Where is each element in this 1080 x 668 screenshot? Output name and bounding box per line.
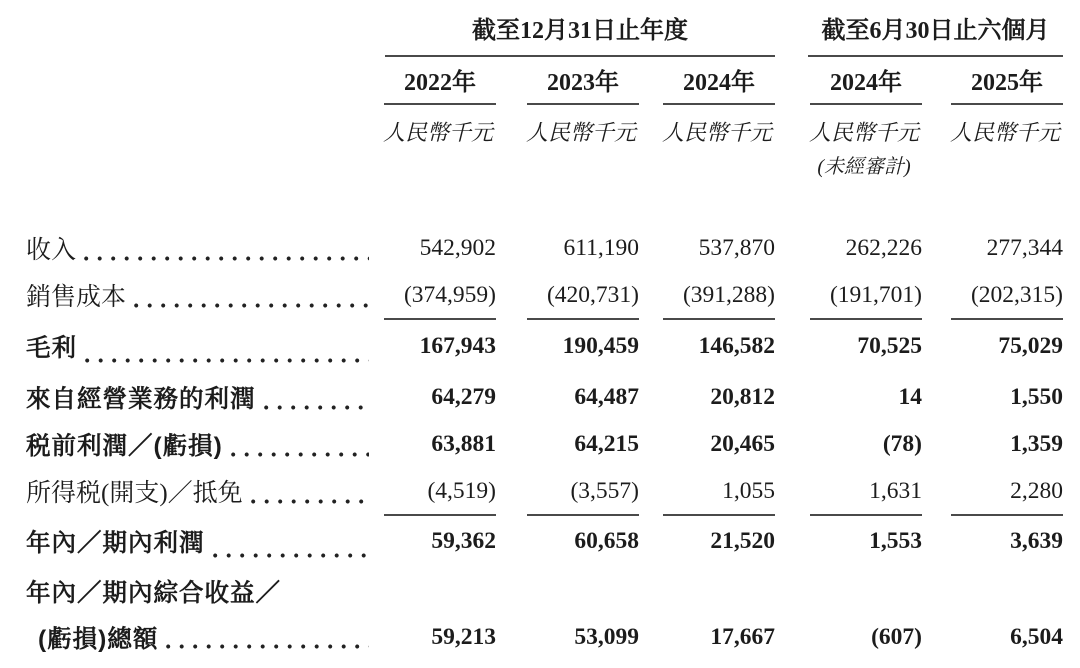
table-row	[26, 571, 1080, 617]
row-label: 所得税(開支)／抵免	[26, 480, 243, 507]
value-cell	[922, 423, 1063, 470]
header-spacer	[26, 154, 379, 184]
column-note-label-cell	[922, 154, 1063, 184]
value-cell	[775, 571, 922, 617]
value: 2,280	[951, 478, 1063, 516]
dot-leader	[231, 423, 369, 470]
value: 1,631	[810, 478, 922, 516]
value-cell	[496, 227, 639, 274]
value: 611,190	[563, 235, 639, 261]
column-unit-label: 人民幣千元	[808, 120, 919, 145]
table-row	[26, 321, 1080, 376]
row-label-cell	[26, 274, 379, 321]
table-row	[26, 517, 1080, 571]
value-cell	[775, 423, 922, 470]
value: (202,315)	[951, 282, 1063, 320]
column-unit-label-cell	[379, 119, 496, 146]
value-cell	[379, 376, 496, 423]
col-group-interim	[775, 16, 1063, 57]
value: (3,557)	[527, 478, 639, 516]
value: 17,667	[710, 624, 775, 650]
value-cell	[639, 423, 775, 470]
column-year-label-cell	[639, 70, 775, 105]
value: 6,504	[1010, 624, 1063, 650]
row-label: 來自經營業務的利潤	[26, 386, 256, 413]
value-cell	[639, 470, 775, 517]
col-group-interim-title: 截至6月30日止六個月	[808, 16, 1063, 57]
value: 14	[898, 384, 922, 410]
column-unit-label: 人民幣千元	[382, 120, 493, 145]
value: 262,226	[845, 235, 922, 261]
value-cell	[379, 423, 496, 470]
value: 1,553	[869, 528, 922, 554]
value: (420,731)	[527, 282, 639, 320]
value-cell	[496, 470, 639, 517]
header-group-row	[26, 0, 1080, 57]
value: 1,550	[1010, 384, 1063, 410]
value: 64,487	[574, 384, 639, 410]
value-cell	[496, 423, 639, 470]
value-cell	[639, 227, 775, 274]
row-label: 毛利	[26, 335, 77, 362]
column-unit-label-cell	[922, 119, 1063, 146]
row-label: 税前利潤／(虧損)	[26, 433, 223, 460]
table-row	[26, 274, 1080, 321]
value: 75,029	[998, 333, 1063, 359]
value-cell	[496, 517, 639, 571]
value-cell	[922, 376, 1063, 423]
value: 542,902	[419, 235, 496, 261]
header-note-row	[26, 154, 1080, 184]
value-cell	[379, 274, 496, 321]
dot-leader	[84, 227, 369, 274]
value: 59,362	[431, 528, 496, 554]
column-year-label-cell	[775, 70, 922, 105]
col-group-annual-title: 截至12月31日止年度	[385, 16, 775, 57]
value-cell	[775, 470, 922, 517]
table-row	[26, 617, 1080, 662]
table-row	[26, 376, 1080, 423]
value-cell	[922, 517, 1063, 571]
value-cell	[379, 617, 496, 662]
dot-leader	[134, 274, 369, 321]
value: 537,870	[698, 235, 775, 261]
value: 59,213	[431, 624, 496, 650]
column-year-label: 2024年	[663, 70, 775, 105]
value-cell	[639, 274, 775, 321]
value-cell	[379, 321, 496, 376]
column-unit-label-cell	[639, 119, 775, 146]
value: 1,055	[663, 478, 775, 516]
value: (374,959)	[384, 282, 496, 320]
dot-leader	[85, 321, 369, 376]
column-unit-label: 人民幣千元	[661, 120, 772, 145]
value-cell	[639, 571, 775, 617]
row-label: 銷售成本	[26, 284, 127, 311]
row-label: 年內／期內利潤	[26, 530, 205, 557]
column-year-label-cell	[379, 70, 496, 105]
value-cell	[639, 617, 775, 662]
dot-leader	[251, 470, 369, 517]
column-unit-label: 人民幣千元	[949, 120, 1060, 145]
value-cell	[379, 571, 496, 617]
column-unit-label-cell	[775, 119, 922, 146]
value-cell	[639, 321, 775, 376]
value-cell	[775, 617, 922, 662]
column-year-label: 2023年	[527, 70, 639, 105]
value-cell	[922, 617, 1063, 662]
column-note-label: (未經審計)	[817, 156, 911, 178]
column-note-label-cell	[775, 154, 922, 184]
value-cell	[775, 274, 922, 321]
value: 190,459	[562, 333, 639, 359]
dot-leader	[213, 517, 370, 571]
dot-leader	[264, 376, 370, 423]
column-year-label-cell	[496, 70, 639, 105]
value: 3,639	[1010, 528, 1063, 554]
value-cell	[639, 517, 775, 571]
value: (4,519)	[384, 478, 496, 516]
value: 20,465	[710, 431, 775, 457]
value-cell	[496, 321, 639, 376]
value-cell	[496, 376, 639, 423]
value: 64,279	[431, 384, 496, 410]
value-cell	[379, 227, 496, 274]
value: (391,288)	[663, 282, 775, 320]
column-unit-label-cell	[496, 119, 639, 146]
table-row	[26, 423, 1080, 470]
table-row	[26, 470, 1080, 517]
column-note-label-cell	[496, 154, 639, 184]
row-label-cell	[26, 617, 379, 662]
value-cell	[379, 470, 496, 517]
column-year-label: 2025年	[951, 70, 1063, 105]
row-label-cell	[26, 321, 379, 376]
value-cell	[639, 376, 775, 423]
column-unit-label: 人民幣千元	[525, 120, 636, 145]
row-label-cell	[26, 423, 379, 470]
row-label: 收入	[26, 237, 77, 264]
value: (191,701)	[810, 282, 922, 320]
dot-leader	[166, 617, 369, 662]
col-group-annual	[379, 16, 775, 57]
column-note-label-cell	[379, 154, 496, 184]
value: 70,525	[857, 333, 922, 359]
column-note-label-cell	[639, 154, 775, 184]
table-row	[26, 227, 1080, 274]
value-cell	[922, 571, 1063, 617]
column-year-label: 2024年	[810, 70, 922, 105]
column-year-label-cell	[922, 70, 1063, 105]
header-spacer	[26, 16, 379, 57]
header-spacer	[26, 70, 379, 105]
value-cell	[775, 517, 922, 571]
value: 60,658	[574, 528, 639, 554]
row-label: (虧損)總額	[38, 626, 159, 653]
row-label: 年內／期內綜合收益／	[26, 580, 281, 607]
value: 63,881	[431, 431, 496, 457]
value-cell	[496, 617, 639, 662]
value: (78)	[882, 431, 922, 457]
row-label-cell	[26, 517, 379, 571]
value-cell	[922, 321, 1063, 376]
row-label-cell	[26, 470, 379, 517]
value-cell	[775, 321, 922, 376]
value: 277,344	[986, 235, 1063, 261]
value-cell	[922, 227, 1063, 274]
row-label-cell	[26, 227, 379, 274]
value-cell	[496, 571, 639, 617]
value-cell	[922, 470, 1063, 517]
row-label-cell	[26, 376, 379, 423]
header-unit-row	[26, 119, 1080, 146]
value-cell	[922, 274, 1063, 321]
header-spacer	[26, 119, 379, 146]
row-label-cell	[26, 571, 379, 617]
value: 21,520	[710, 528, 775, 554]
value: 20,812	[710, 384, 775, 410]
value: 167,943	[419, 333, 496, 359]
table-body	[26, 227, 1080, 662]
value: 1,359	[1010, 431, 1063, 457]
value: 53,099	[574, 624, 639, 650]
value-cell	[496, 274, 639, 321]
value: 64,215	[574, 431, 639, 457]
column-year-label: 2022年	[384, 70, 496, 105]
value: 146,582	[698, 333, 775, 359]
value-cell	[775, 227, 922, 274]
header-year-row	[26, 70, 1080, 105]
value: (607)	[871, 624, 922, 650]
value-cell	[379, 517, 496, 571]
value-cell	[775, 376, 922, 423]
